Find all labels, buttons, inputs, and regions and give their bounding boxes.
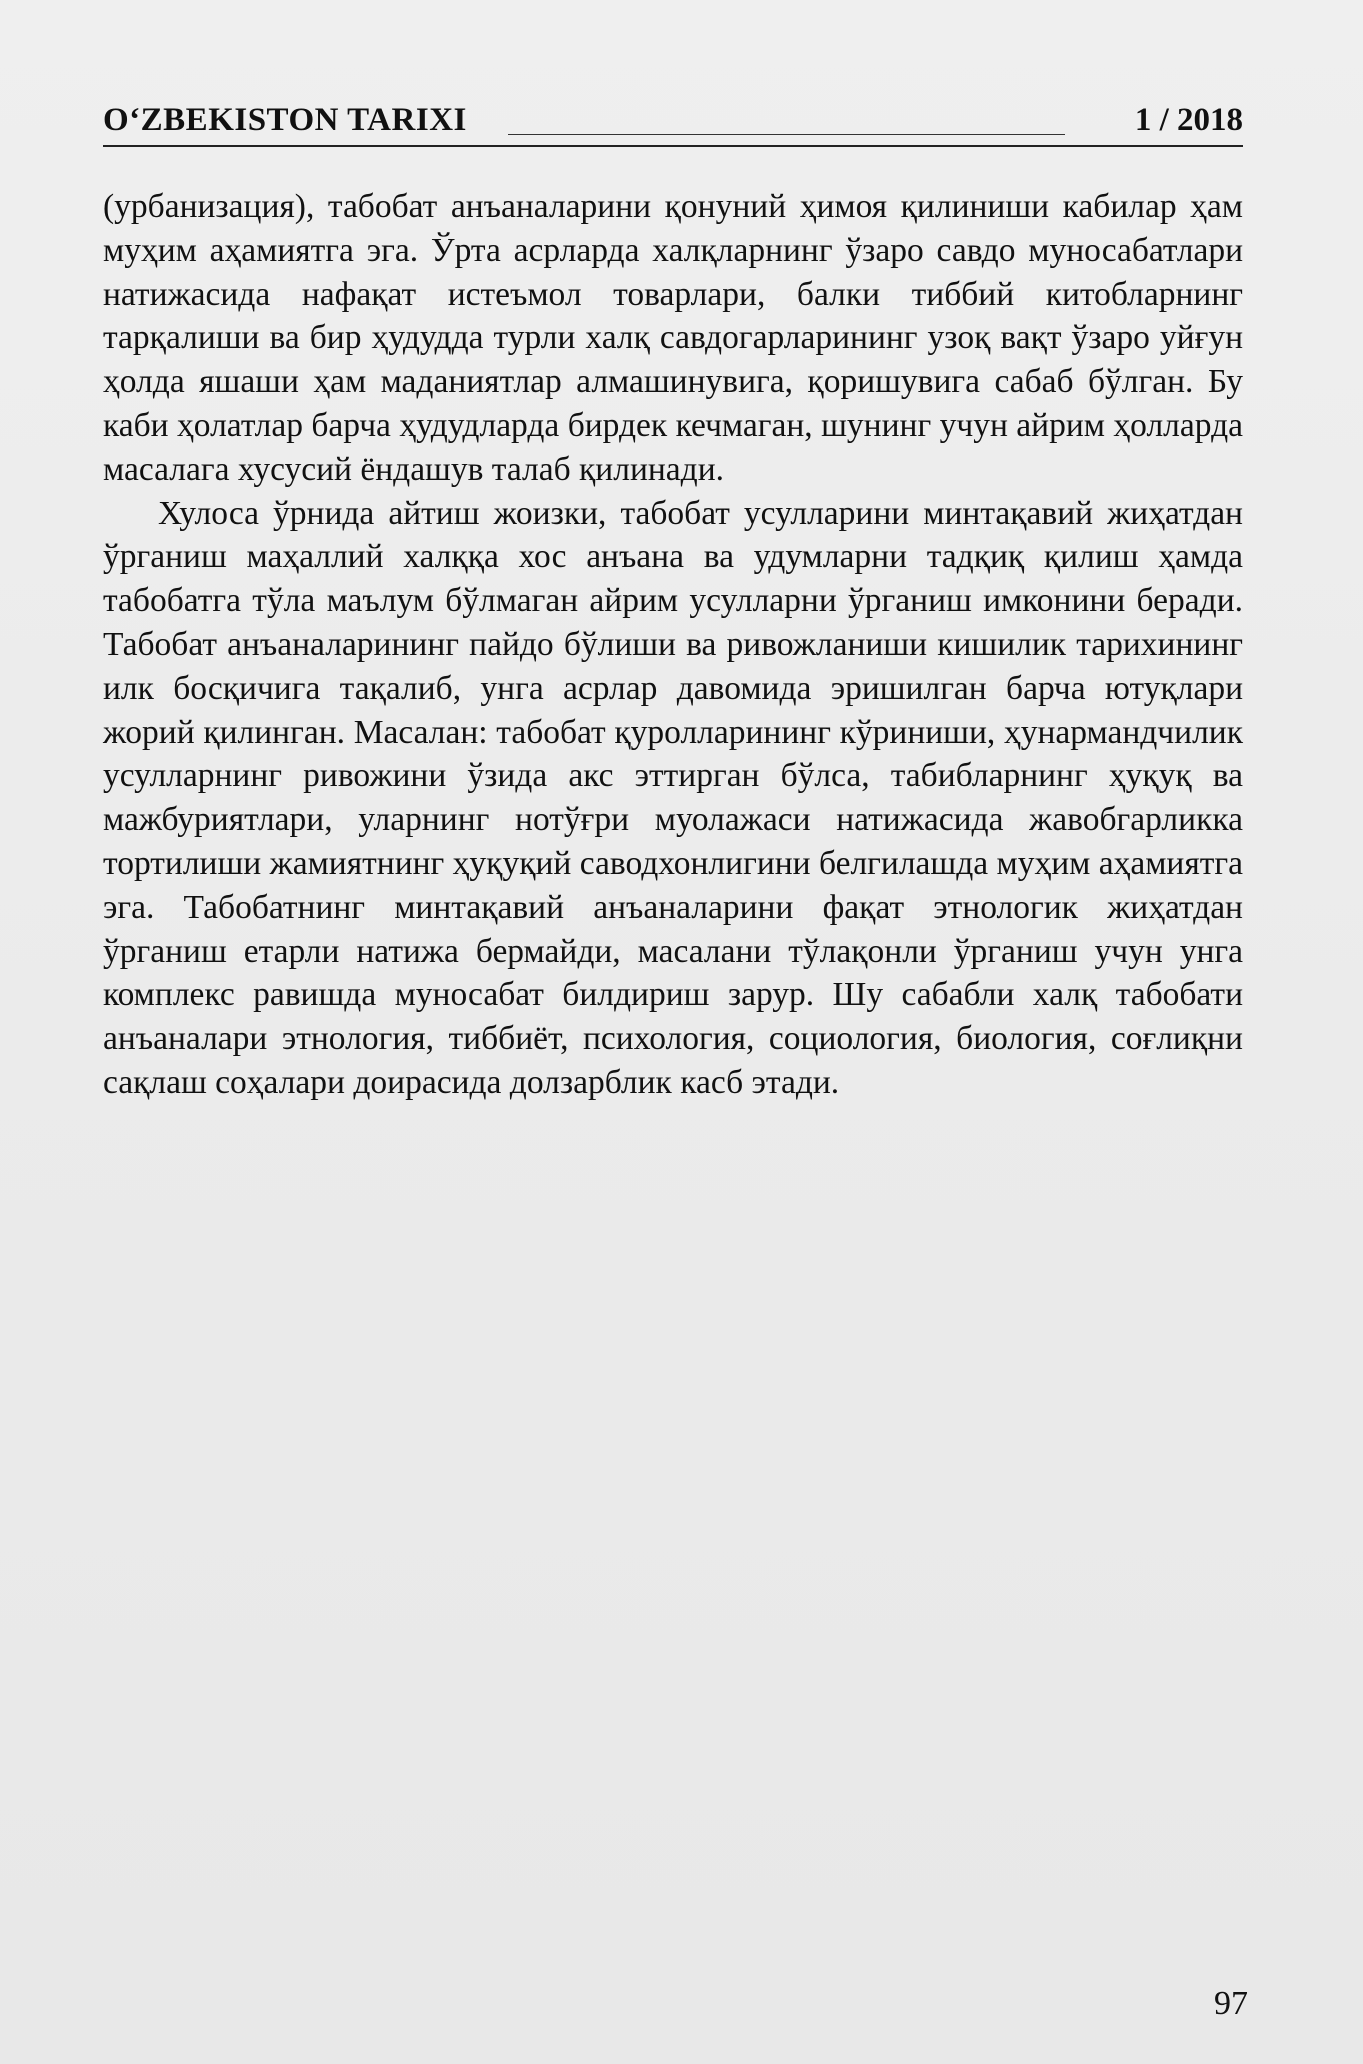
header-rule (103, 145, 1243, 147)
issue-number: 1 / 2018 (1134, 102, 1243, 138)
journal-title: O‘ZBEKISTON TARIXI (103, 102, 467, 138)
header-fill-line (508, 134, 1065, 135)
page-number: 97 (1214, 1985, 1248, 2022)
paragraph: (урбанизация), табобат анъаналарини қонуний ҳимоя қилиниши кабилар ҳам муҳим аҳамиятга эга. Ўрта асрларда халқларнинг ўзаро савдо муносабатлари натижасида нафақат истеъмол товарлари, балки тиббий китобларнинг тарқалиши ва бир ҳудудда турли халқ савдогарларининг узоқ вақт ўзаро уйғун ҳолда яшаши ҳам маданиятлар алмашинувига, қоришувига сабаб бўлган. Бу каби ҳолатлар барча ҳудудларда бирдек кечмаган, шунинг учун айрим ҳолларда масалага хусусий ёндашув талаб қилинади. (103, 188, 1243, 488)
body-text (103, 185, 1243, 1105)
paragraph: Хулоса ўрнида айтиш жоизки, табобат усулларини минтақавий жиҳатдан ўрганиш маҳаллий халққа хос анъана ва удумларни тадқиқ қилиш ҳамда табобатга тўла маълум бўлмаган айрим усулларни ўрганиш имконини беради. Табобат анъаналарининг пайдо бўлиши ва ривожланиши кишилик тарихининг илк босқичига тақалиб, унга асрлар давомида эришилган барча ютуқлари жорий қилинган. Масалан: табобат қуролларининг кўриниши, ҳунармандчилик усулларнинг ривожини ўзида акс эттирган бўлса, табибларнинг ҳуқуқ ва мажбуриятлари, уларнинг нотўғри муолажаси натижасида жавобгарликка тортилиши жамиятнинг ҳуқуқий саводхонлигини белгилашда муҳим аҳамиятга эга. Табобатнинг минтақавий анъаналарини фақат этнологик жиҳатдан ўрганиш етарли натижа бермайди, масалани тўлақонли ўрганиш учун унга комплекс равишда муносабат билдириш зарур. Шу сабабли халқ табобати анъаналари этнология, тиббиёт, психология, социология, биология, соғлиқни сақлаш соҳалари доирасида долзарблик касб этади. (103, 494, 1243, 1101)
running-header (103, 95, 1243, 147)
